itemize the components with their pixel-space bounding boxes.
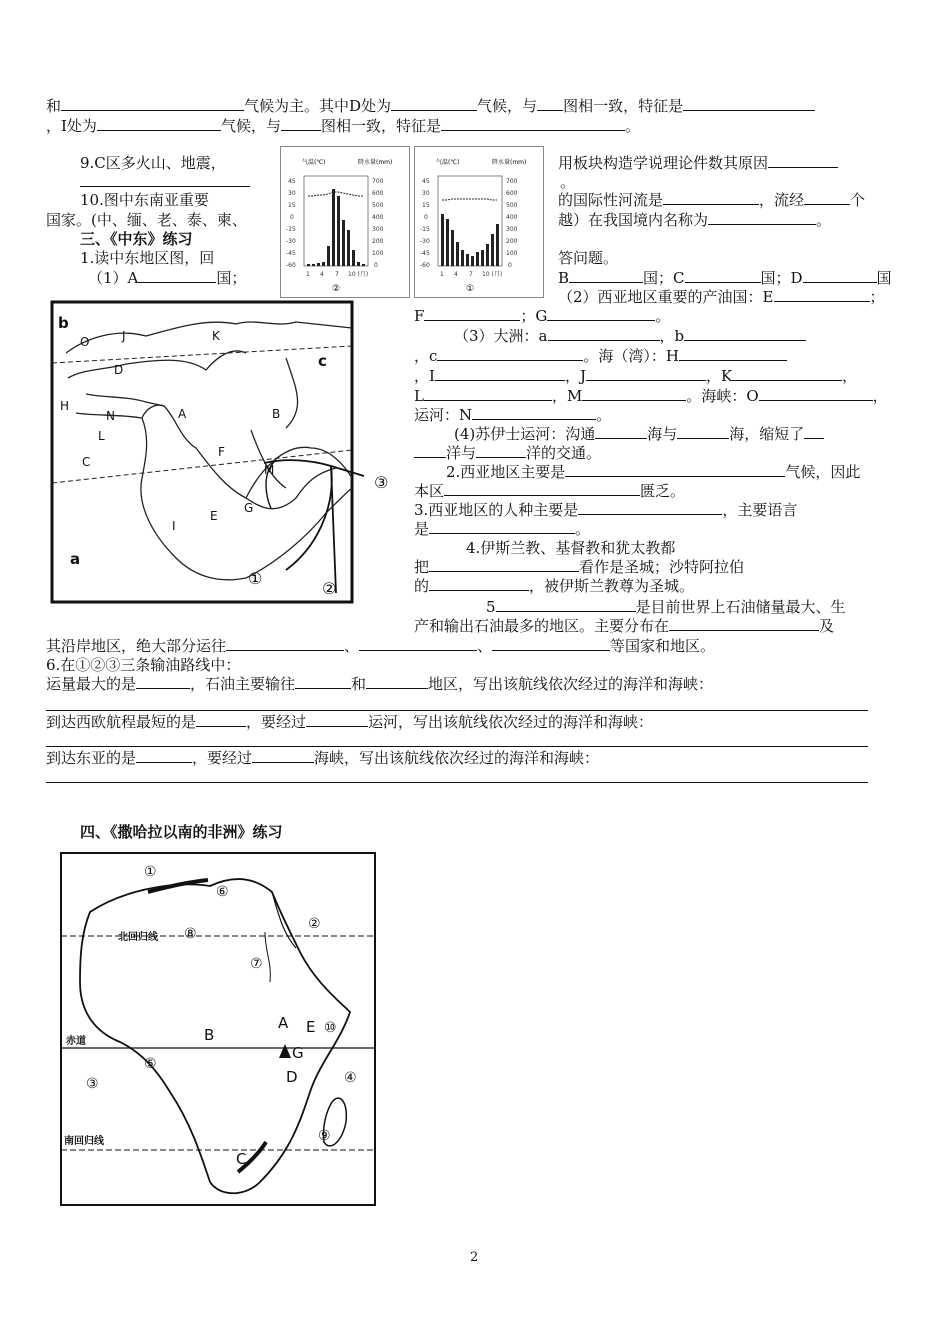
blank[interactable] — [444, 481, 640, 496]
label-1: ① — [144, 864, 157, 880]
text: 运河：N — [414, 406, 473, 424]
blank[interactable] — [685, 268, 761, 283]
label-10: ⑩ — [324, 1020, 337, 1036]
text: 。海（湾）：H — [583, 347, 679, 365]
label-6: ⑥ — [216, 884, 229, 900]
label-H: H — [60, 399, 70, 413]
text: ； — [869, 288, 885, 306]
blank[interactable] — [537, 96, 563, 111]
q1-4 — [454, 424, 824, 444]
text: 国 — [876, 269, 892, 287]
q6e — [46, 712, 653, 732]
q10-right2 — [558, 210, 831, 230]
blank[interactable] — [136, 748, 192, 763]
text: 气候，与 — [220, 117, 281, 135]
text: 看作是圣城；沙特阿拉伯 — [579, 558, 745, 576]
q8-line2 — [46, 116, 640, 136]
q5 — [486, 597, 846, 617]
text: 把 — [414, 558, 430, 576]
section-title: 四、《撒哈拉以南的非洲》练习 — [80, 823, 283, 841]
text: 及 — [819, 617, 835, 635]
tick: -15 — [420, 226, 430, 233]
text: ，被伊斯兰教尊为圣城。 — [529, 577, 695, 595]
blank[interactable] — [97, 116, 221, 131]
tick: -15 — [286, 226, 296, 233]
blank[interactable] — [136, 674, 190, 689]
text: 图相一致，特征是 — [320, 117, 441, 135]
text: （1）A — [88, 269, 139, 287]
label-a: a — [70, 550, 81, 568]
text: ；G — [520, 307, 548, 325]
tick: -45 — [286, 250, 296, 257]
text: 和 — [351, 675, 367, 693]
q1-c — [414, 346, 787, 366]
blank[interactable] — [359, 636, 477, 651]
blank[interactable] — [595, 424, 647, 439]
label-I: I — [172, 519, 176, 533]
text: (4)苏伊士运河：沟通 — [454, 425, 596, 443]
text: 、 — [344, 637, 360, 655]
text: 3.西亚地区的人种主要是 — [414, 501, 579, 519]
tick: 300 — [506, 226, 518, 233]
text: 气候为主。其中D处为 — [244, 97, 392, 115]
text: 。 — [816, 211, 832, 229]
middle-east-map — [46, 298, 408, 606]
text: 海与 — [647, 425, 678, 443]
blank[interactable] — [759, 386, 873, 401]
tick: 7 — [469, 271, 473, 278]
blank[interactable] — [366, 674, 428, 689]
tick: 7 — [335, 271, 339, 278]
text: 国； — [216, 269, 247, 287]
text: ，I处为 — [46, 117, 97, 135]
tick: 500 — [506, 202, 518, 209]
label-E: E — [210, 509, 218, 523]
label-E: E — [306, 1018, 316, 1036]
tick: 30 — [422, 190, 430, 197]
answer-line[interactable] — [46, 746, 868, 747]
label-B: B — [272, 407, 281, 421]
tick: 700 — [506, 178, 518, 185]
tick: 400 — [372, 214, 384, 221]
text: （2）西亚地区重要的产油国：E — [558, 288, 774, 306]
label-equator: 赤道 — [66, 1036, 86, 1047]
blank[interactable] — [424, 386, 552, 401]
blank[interactable] — [391, 96, 477, 111]
blank[interactable] — [429, 576, 529, 591]
text: 气候，因此 — [785, 463, 861, 481]
text: 海峡，写出该航线依次经过的海洋和海峡： — [314, 749, 600, 767]
page-number: 2 — [470, 1250, 479, 1265]
label-J: J — [122, 329, 126, 343]
tick: 0 — [290, 214, 294, 221]
q6-text: 6.在①②③三条输油路线中： — [46, 656, 241, 674]
blank[interactable] — [138, 268, 216, 283]
blank[interactable] — [663, 190, 759, 205]
label-4: ④ — [344, 1070, 357, 1086]
tick: -60 — [286, 262, 296, 269]
blank[interactable] — [424, 306, 520, 321]
text: 。海峡：O — [686, 387, 759, 405]
blank[interactable] — [548, 326, 660, 341]
q4b — [414, 557, 744, 577]
answer-line[interactable] — [46, 710, 868, 711]
tick: 10 (月) — [348, 271, 369, 278]
text: ，K — [705, 367, 733, 385]
blank[interactable] — [586, 366, 706, 381]
label-O: O — [80, 335, 90, 349]
tick: 500 — [372, 202, 384, 209]
tick: -45 — [420, 250, 430, 257]
tick: 10 (月) — [482, 271, 503, 278]
q4c — [414, 576, 694, 596]
p-unit: 降水量(mm) — [492, 159, 527, 166]
q6a — [46, 674, 713, 694]
chart-label: ① — [466, 284, 475, 294]
text: 国；C — [643, 269, 685, 287]
text: 。 — [575, 520, 591, 538]
text: ，石油主要输往 — [190, 675, 296, 693]
text: 。 — [596, 406, 612, 424]
text: ，I — [414, 367, 435, 385]
q8-line1 — [46, 96, 815, 116]
q9-right — [558, 153, 838, 173]
blank[interactable] — [306, 712, 368, 727]
blank-line[interactable] — [80, 186, 250, 187]
label-8: ⑧ — [184, 926, 197, 942]
text: 5 — [486, 598, 496, 616]
label-3: ③ — [86, 1076, 99, 1092]
p-unit: 降水量(mm) — [358, 159, 393, 166]
tick: -30 — [420, 238, 430, 245]
blank[interactable] — [429, 557, 579, 572]
blank[interactable] — [684, 326, 806, 341]
text: 。 — [655, 307, 671, 325]
route-label-1: ① — [248, 569, 263, 588]
text: （3）大洲：a — [454, 327, 548, 345]
blank[interactable] — [295, 674, 351, 689]
text: ，流经 — [759, 191, 805, 209]
q10-text: 10.图中东南亚重要 — [80, 191, 209, 209]
tick: 4 — [320, 271, 324, 278]
t-unit: 气温(℃) — [436, 159, 460, 166]
tick: 1 — [440, 271, 444, 278]
label-G: G — [292, 1044, 304, 1062]
text: ， — [872, 387, 888, 405]
blank[interactable] — [768, 153, 838, 168]
text: 用板块构造学说理论件数其原因 — [558, 154, 769, 172]
q1-text: 答问题。 — [558, 249, 619, 267]
text: L — [414, 387, 424, 405]
blank[interactable] — [569, 268, 643, 283]
tick: 100 — [372, 250, 384, 257]
climate-chart-1 — [414, 146, 544, 298]
label-F: F — [218, 445, 225, 459]
text: 、 — [477, 637, 493, 655]
route-label-3: ③ — [374, 473, 389, 492]
text: F — [414, 307, 425, 325]
text: 和 — [46, 97, 62, 115]
text: 运河，写出该航线依次经过的海洋和海峡： — [368, 713, 654, 731]
label-N: N — [106, 409, 115, 423]
blank[interactable] — [196, 712, 246, 727]
blank[interactable] — [472, 405, 596, 420]
blank[interactable] — [61, 96, 244, 111]
tick: 0 — [374, 262, 378, 269]
q1-n — [414, 405, 611, 425]
q1-lmo — [414, 386, 888, 406]
blank[interactable] — [669, 616, 819, 631]
q9-text: 9.C区多火山、地震， — [80, 154, 226, 172]
label-2: ② — [308, 916, 321, 932]
text: 2.西亚地区主要是 — [446, 463, 566, 481]
q5c — [46, 636, 715, 656]
tick: 45 — [288, 178, 296, 185]
tick: 300 — [372, 226, 384, 233]
label-D: D — [114, 363, 124, 377]
label-A: A — [278, 1014, 289, 1032]
text: ，J — [564, 367, 586, 385]
text: 匮乏。 — [640, 482, 686, 500]
blank[interactable] — [803, 268, 877, 283]
tick: 400 — [506, 214, 518, 221]
label-B: B — [204, 1026, 215, 1044]
climate-chart-2 — [280, 146, 410, 298]
section-title: 三、《中东》练习 — [80, 230, 193, 248]
q10-text: 国家。(中、缅、老、泰、柬、 — [46, 211, 247, 229]
label-cancer: 北回归线 — [118, 932, 158, 943]
q1-text: 1.读中东地区图，回 — [80, 249, 215, 267]
label-7: ⑦ — [250, 956, 263, 972]
tick: 700 — [372, 178, 384, 185]
tick: 4 — [454, 271, 458, 278]
q1-bcd — [558, 268, 892, 288]
q1-2 — [558, 287, 885, 307]
text: 越）在我国境内名称为 — [558, 211, 709, 229]
tick: 100 — [506, 250, 518, 257]
q3b — [414, 519, 590, 539]
label-G: G — [244, 501, 254, 515]
text: 到达西欧航程最短的是 — [46, 713, 197, 731]
text: ，c — [414, 347, 438, 365]
text: ，要经过 — [246, 713, 307, 731]
blank[interactable] — [435, 366, 565, 381]
label-C: C — [236, 1150, 247, 1168]
text: 气候，与 — [477, 97, 538, 115]
q4-text: 4.伊斯兰教、基督教和犹太教都 — [466, 539, 676, 557]
blank[interactable] — [565, 462, 785, 477]
text: 洋与 — [446, 444, 477, 462]
tick: 0 — [508, 262, 512, 269]
text: 到达东亚的是 — [46, 749, 137, 767]
tick: 200 — [506, 238, 518, 245]
blank[interactable] — [252, 748, 314, 763]
tick: 15 — [288, 202, 296, 209]
blank[interactable] — [732, 366, 842, 381]
tick: 200 — [372, 238, 384, 245]
text: B — [558, 269, 570, 287]
blank[interactable] — [547, 306, 655, 321]
tick: 0 — [424, 214, 428, 221]
q2b — [414, 481, 685, 501]
label-5: ⑤ — [144, 1056, 157, 1072]
label-M: M — [264, 463, 275, 477]
text: 是目前世界上石油储量最大、生 — [635, 598, 846, 616]
text: 的国际性河流是 — [558, 191, 664, 209]
text: 其沿岸地区，绝大部分运往 — [46, 637, 227, 655]
label-c: c — [318, 352, 327, 370]
blank[interactable] — [804, 190, 850, 205]
text: 洋的交通。 — [526, 444, 602, 462]
blank[interactable] — [677, 424, 729, 439]
label-9: ⑨ — [318, 1128, 331, 1144]
label-capricorn: 南回归线 — [64, 1136, 104, 1147]
text: 地区，写出该航线依次经过的海洋和海峡： — [428, 675, 714, 693]
text: ， — [842, 367, 858, 385]
blank[interactable] — [226, 636, 344, 651]
tick: 600 — [506, 190, 518, 197]
q1-ijk — [414, 366, 857, 386]
tick: 600 — [372, 190, 384, 197]
answer-line[interactable] — [46, 782, 868, 783]
route-label-2: ② — [322, 579, 337, 598]
text: 。 — [624, 117, 640, 135]
blank[interactable] — [414, 443, 446, 458]
blank[interactable] — [492, 636, 610, 651]
label-K: K — [212, 329, 220, 343]
text: 个 — [850, 191, 866, 209]
blank[interactable] — [281, 116, 321, 131]
label-L: L — [98, 429, 105, 443]
chart-label: ② — [332, 284, 341, 294]
blank[interactable] — [476, 443, 526, 458]
q6h — [46, 748, 599, 768]
text: 运量最大的是 — [46, 675, 137, 693]
tick: 30 — [288, 190, 296, 197]
text: 的 — [414, 577, 430, 595]
text: 产和输出石油最多的地区。主要分布在 — [414, 617, 670, 635]
q1-fg — [414, 306, 670, 326]
blank[interactable] — [683, 96, 815, 111]
t-unit: 气温(℃) — [302, 159, 326, 166]
text: 国；D — [760, 269, 803, 287]
q3 — [414, 500, 797, 520]
text: ，M — [551, 387, 583, 405]
text: 图相一致，特征是 — [563, 97, 684, 115]
tick: 45 — [422, 178, 430, 185]
text: 是 — [414, 520, 430, 538]
blank[interactable] — [804, 424, 824, 439]
blank[interactable] — [708, 210, 816, 225]
tick: -60 — [420, 262, 430, 269]
blank[interactable] — [441, 116, 625, 131]
blank[interactable] — [429, 519, 575, 534]
blank[interactable] — [437, 346, 583, 361]
blank[interactable] — [774, 287, 870, 302]
q5b — [414, 616, 834, 636]
blank[interactable] — [679, 346, 787, 361]
tick: -30 — [286, 238, 296, 245]
q10-right — [558, 190, 865, 210]
text: ，要经过 — [192, 749, 253, 767]
label-C: C — [82, 455, 91, 469]
q1-1 — [88, 268, 246, 288]
blank[interactable] — [582, 386, 686, 401]
q1-4b — [414, 443, 601, 463]
tick: 1 — [306, 271, 310, 278]
label-A: A — [178, 407, 187, 421]
text: 海，缩短了 — [729, 425, 805, 443]
text: 本区 — [414, 482, 445, 500]
text: 。 — [560, 173, 576, 191]
label-b: b — [58, 314, 69, 332]
text: ，b — [659, 327, 685, 345]
text: 等国家和地区。 — [610, 637, 716, 655]
label-D: D — [286, 1068, 298, 1086]
text: ，主要语言 — [722, 501, 798, 519]
tick: 15 — [422, 202, 430, 209]
blank[interactable] — [496, 597, 636, 612]
africa-map — [60, 852, 378, 1208]
q2 — [446, 462, 860, 482]
q1-3 — [454, 326, 806, 346]
blank[interactable] — [578, 500, 722, 515]
